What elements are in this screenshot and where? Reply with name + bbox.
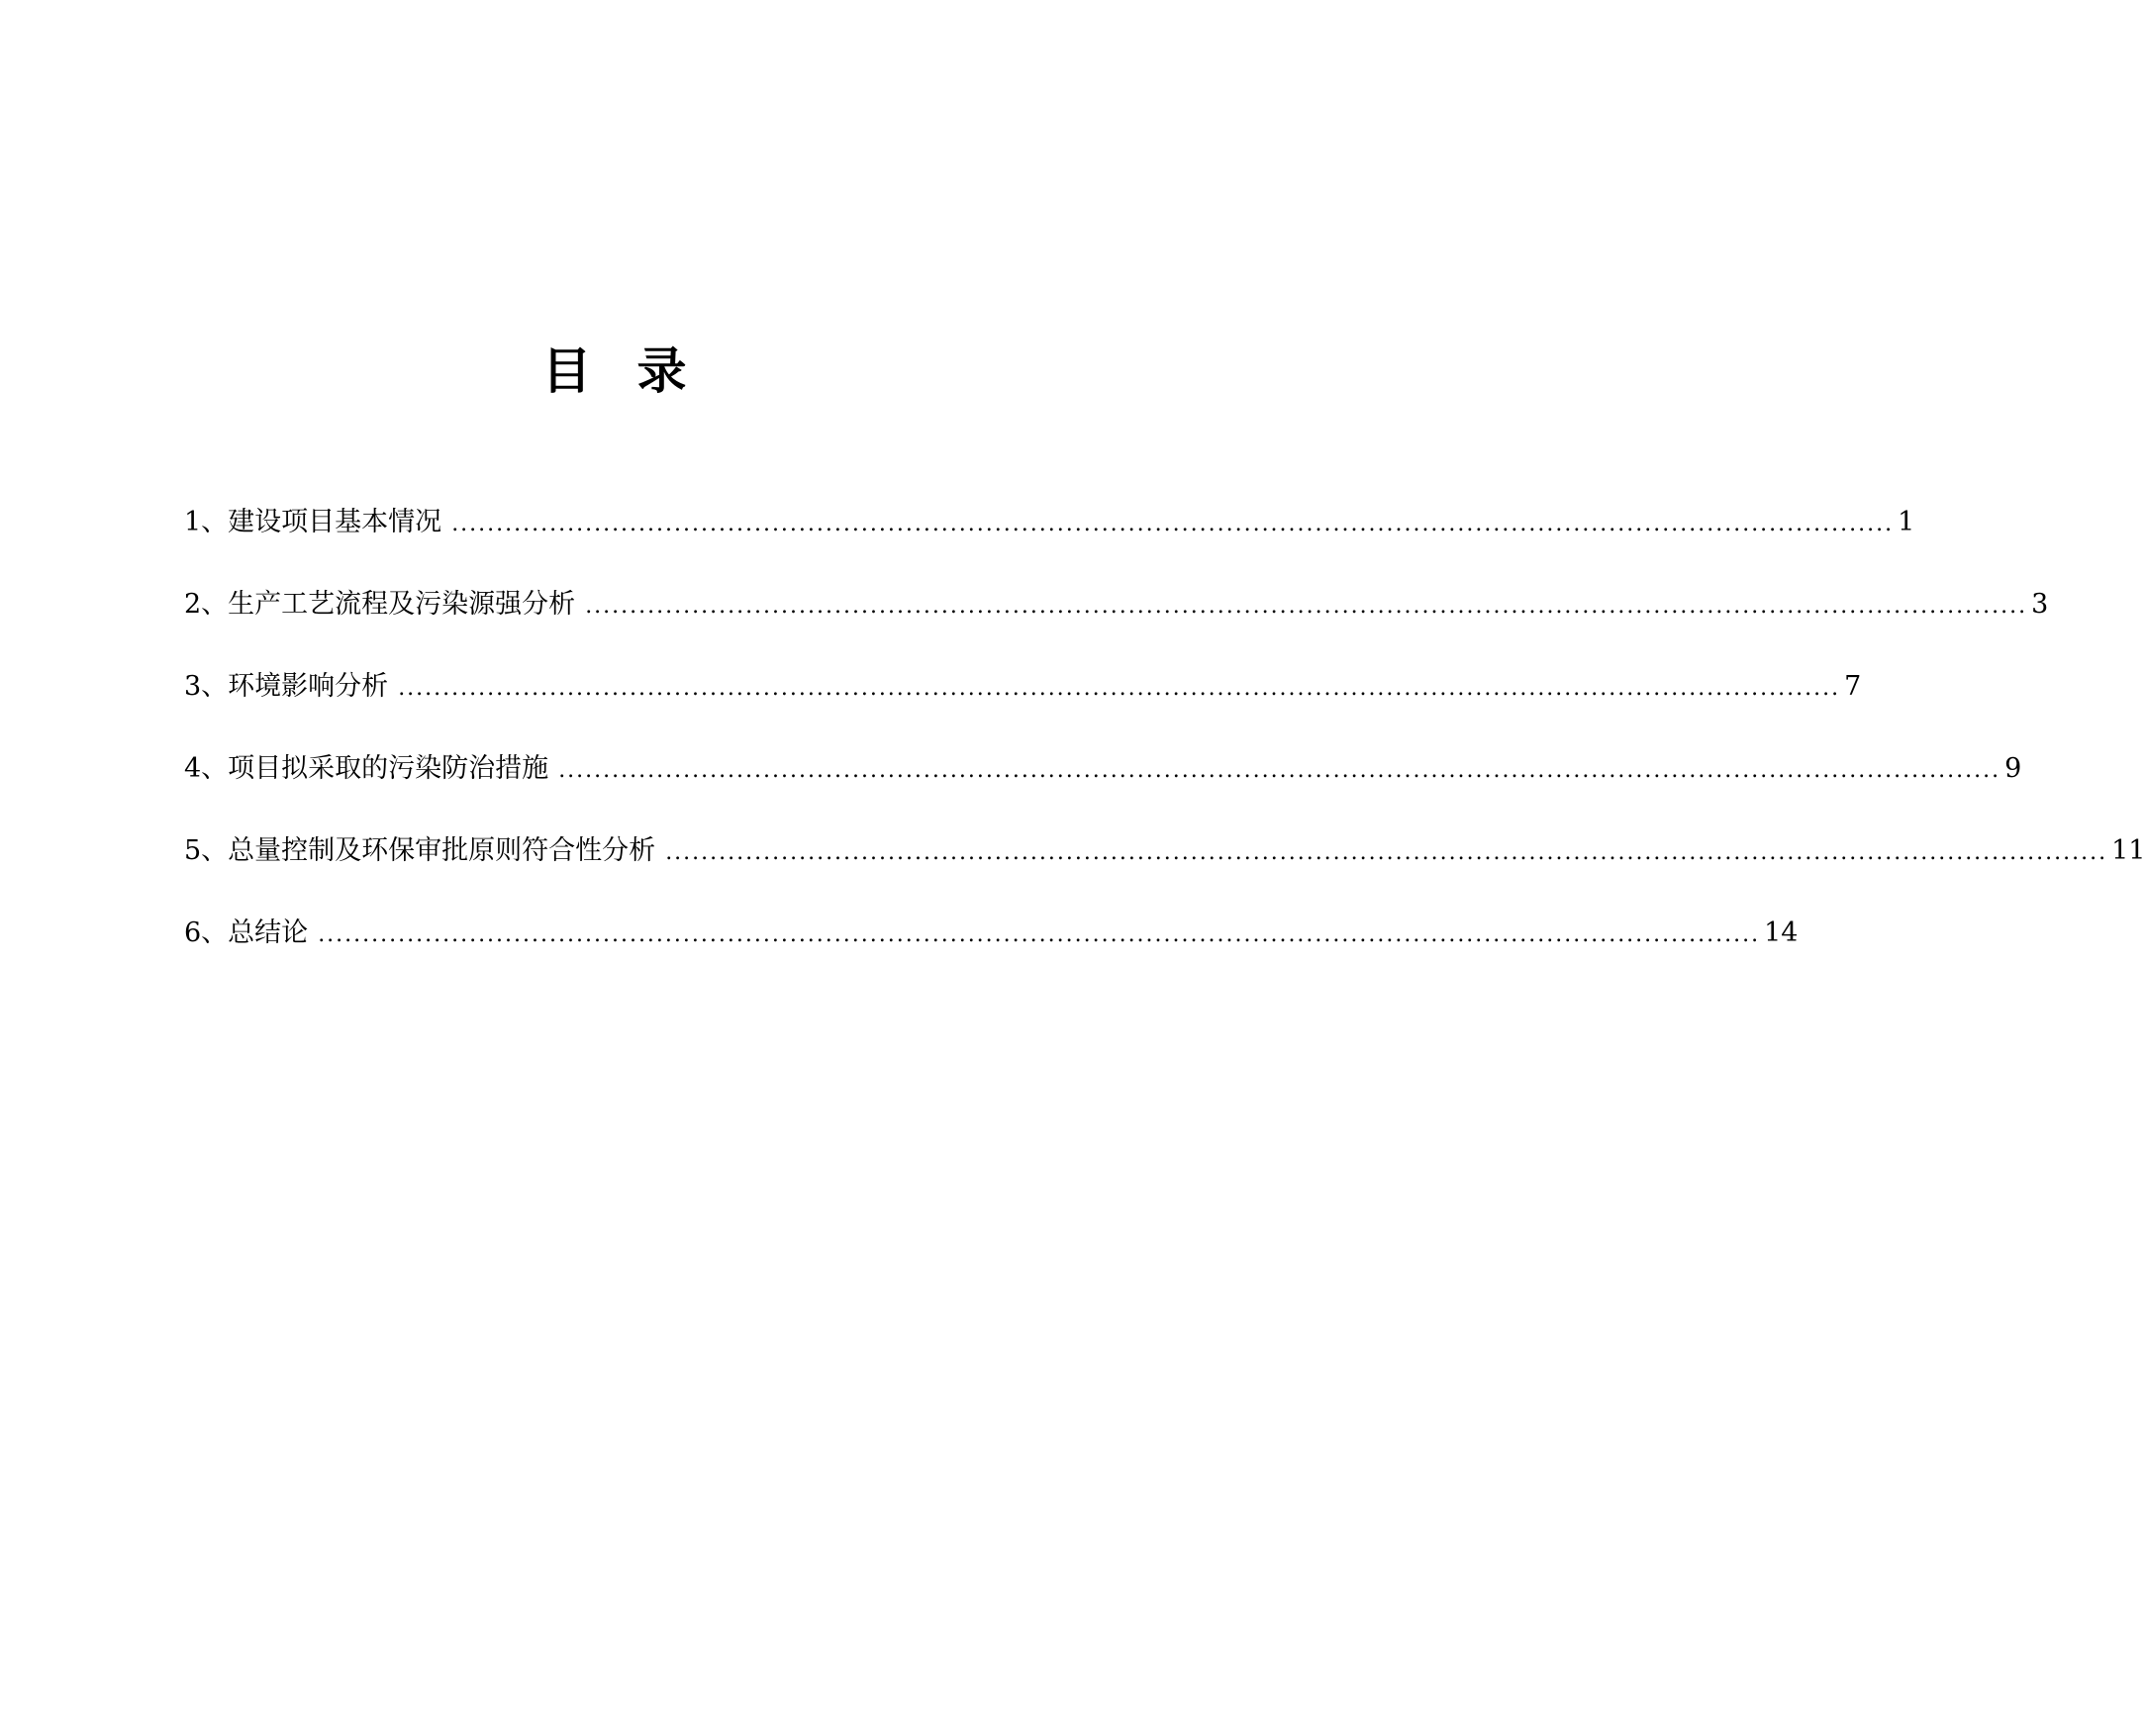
toc-entry-page: 11 (2111, 835, 2145, 866)
toc-entry[interactable] (184, 911, 1799, 956)
toc-leader-dots: .................................................................................................................................................................. (665, 840, 2108, 865)
toc-list (184, 500, 2145, 993)
toc-entry-label: 6、总结论 (184, 917, 309, 948)
toc-entry-label: 1、建设项目基本情况 (184, 507, 442, 537)
toc-leader-dots: .................................................................................................................................................................. (558, 758, 2001, 783)
toc-entry-label: 2、生产工艺流程及污染源强分析 (184, 589, 576, 620)
toc-leader-dots: .................................................................................................................................................................. (398, 676, 1841, 701)
toc-entry[interactable] (184, 582, 2049, 627)
toc-title (0, 341, 1228, 401)
toc-entry-page: 14 (1764, 917, 1799, 948)
toc-leader-dots: .................................................................................................................................................................. (585, 594, 2028, 619)
toc-entry[interactable] (184, 746, 2022, 792)
toc-entry-page: 7 (1844, 671, 1862, 702)
toc-entry-label: 4、项目拟采取的污染防治措施 (184, 753, 549, 784)
toc-entry[interactable] (184, 828, 2145, 874)
toc-entry[interactable] (184, 664, 1862, 710)
toc-entry-label: 3、环境影响分析 (184, 671, 389, 702)
toc-entry-label: 5、总量控制及环保审批原则符合性分析 (184, 835, 656, 866)
toc-leader-dots: .................................................................................................................................................................. (451, 512, 1895, 536)
toc-entry[interactable] (184, 500, 1915, 545)
toc-leader-dots: .................................................................................................................................................................. (318, 922, 1761, 947)
toc-title-char-1: 目 (541, 342, 592, 400)
toc-entry-page: 1 (1898, 507, 1915, 537)
toc-entry-page: 9 (2004, 753, 2022, 784)
toc-entry-page: 3 (2031, 589, 2049, 620)
toc-title-char-2: 录 (636, 342, 687, 400)
